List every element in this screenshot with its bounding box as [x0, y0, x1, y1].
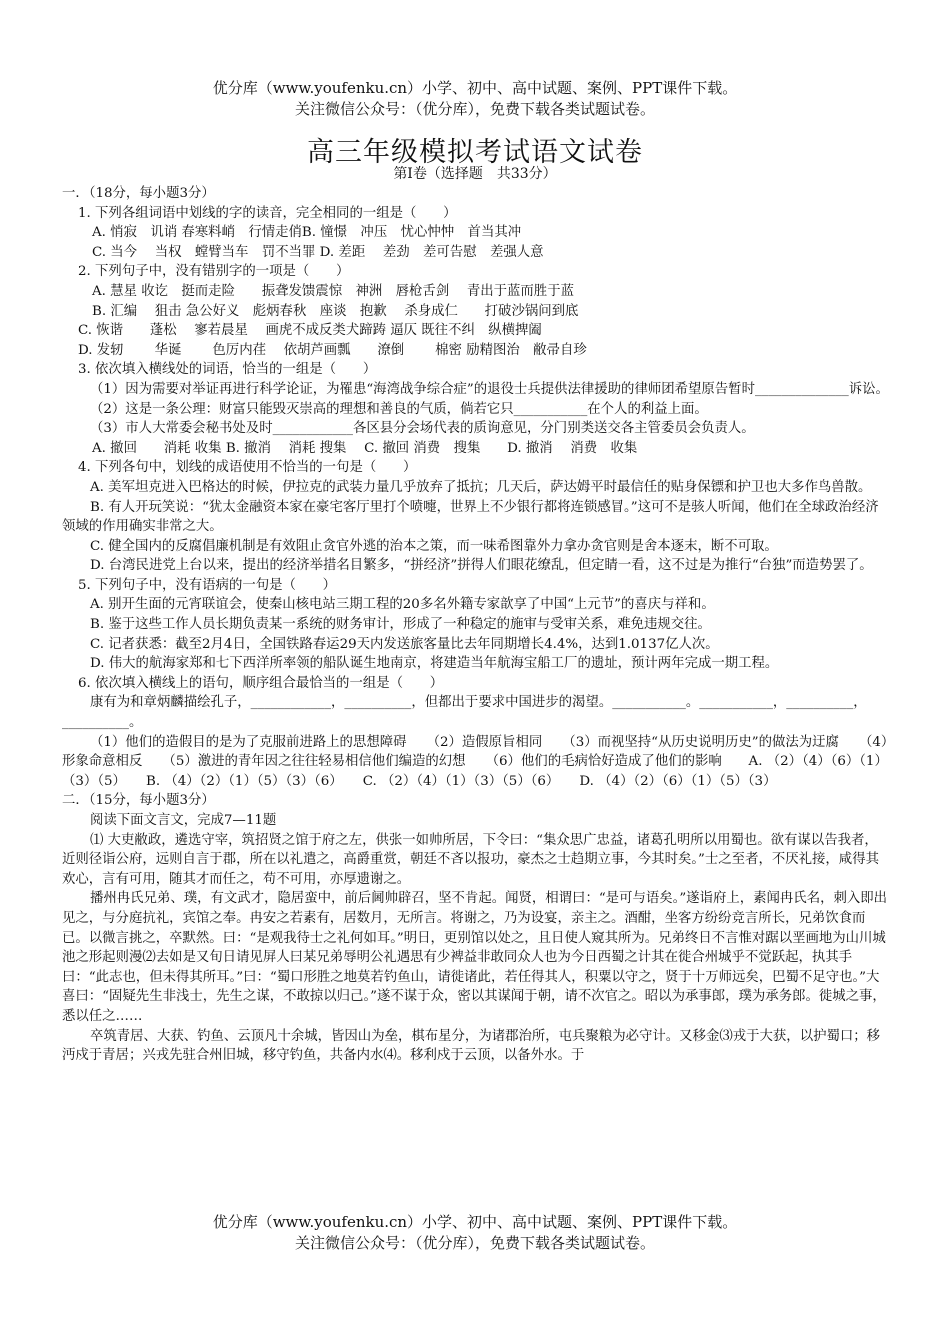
q4-option-b: B. 有人开玩笑说：“犹太金融资本家在豪宅客厅里打个喷嚏，世界上不少银行都将连锁感冒。”这可不是骇人听闻，他们在全球政治经济领域的作用确实非常之大。 [62, 499, 879, 535]
q1-options-cd: C. 当今 当权 螳臂当车 罚不当罪 D. 差距 差劲 差可告慰 差强人意 [92, 244, 544, 260]
classical-text-paragraph-1: ⑴ 大吏敝政，遴选守宰，筑招贤之馆于府之左，供张一如帅所居，下令曰：“集众思广忠益，诸葛孔明所以用蜀也。欲有谋以告我者，近则径诣公府，远则自言于郡，所在以礼遣之，高爵重赏，朝廷不吝以报功，豪杰之士趋期立事，今其时矣。”士之至者，不厌礼接，咸得其欢心，言有可用，随其才而任之，苟不可用，亦厚遗谢之。 [62, 832, 879, 887]
q2-option-b: B. 汇编 狙击 急公好义 彪炳春秋 座谈 抱歉 杀身成仁 打破沙锅问到底 [92, 303, 579, 319]
question-3: 3. 依次填入横线处的词语，恰当的一组是（ ） [78, 362, 377, 378]
question-6: 6. 依次填入横线上的语句，顺序组合最恰当的一组是（ ） [78, 675, 444, 691]
q3-options: A. 撤回 消耗 收集 B. 撤消 消耗 搜集 C. 撤回 消费 搜集 D. 撤消 消费 收集 [92, 440, 638, 456]
question-1: 1. 下列各组词语中划线的字的读音，完全相同的一组是（ ） [78, 205, 457, 221]
header-ad-line-2: 关注微信公众号：（优分库），免费下载各类试题试卷。 [294, 100, 655, 118]
header-ad-line-1: 优分库（www.youfenku.cn）小学、初中、高中试题、案例、PPT课件下载。 [212, 79, 738, 97]
exam-body [62, 184, 890, 1066]
classical-text-paragraph-3: 卒筑青居、大获、钓鱼、云顶凡十余城，皆因山为垒，棋布星分，为诸郡治所，屯兵聚粮为必守计。又移金⑶戎于大获，以护蜀口；移沔戍于青居；兴戎先驻合州旧城，移守钓鱼，共备内水⑷。移利戍于云顶，以备外水。于 [62, 1028, 881, 1064]
section-1-heading: 一．（18分，每小题3分） [62, 186, 215, 201]
q3-sentence-3: （3）市人大常委会秘书处及时____________各区县分会场代表的质询意见，分门别类送交各主管委员会负责人。 [90, 421, 755, 437]
q5-option-a: A. 别开生面的元宵联谊会，使秦山核电站三期工程的20多名外籍专家歆享了中国“上元节”的喜庆与祥和。 [90, 597, 715, 613]
q2-option-c: C. 恢谐 蓬松 寥若晨星 画虎不成反类犬蹄踌 逼仄 既往不纠 纵横捭阖 [78, 323, 542, 339]
q4-option-d: D. 台湾民进党上台以来，提出的经济举措名目繁多，“拼经济”拼得人们眼花缭乱，但定睛一看，这不过是为推行“台独”而造势罢了。 [90, 558, 873, 574]
section-2-heading: 二．（15分，每小题3分） [62, 793, 215, 809]
q6-items-and-options: （1）他们的造假目的是为了克服前进路上的思想障碍 （2）造假原旨相同 （3）而视坚持“从历史说明历史”的做法为迂腐 （4）形象命意相反 （5）激进的青年因之往往轻易相信他们编造的幻想 （6）他们的毛病恰好造成了他们的影响 A. （2）（4）（6）（1）（3）（5） B. （4）（2）（1）（5）（3）（6） C. （2）（4）（1）（3）（5）（6） D. （4）（2）（6）（1）（5）（3） [62, 734, 888, 789]
question-5: 5. 下列句子中，没有语病的一句是（ ） [78, 577, 337, 593]
q5-option-c: C. 记者获悉：截至2月4日，全国铁路春运29天内发送旅客量比去年同期增长4.4%，达到1.0137亿人次。 [90, 636, 719, 652]
q5-option-b: B. 鉴于这些工作人员长期负责某一系统的财务审计，形成了一种稳定的施审与受审关系，难免违规交往。 [90, 617, 711, 633]
question-4: 4. 下列各句中，划线的成语使用不恰当的一句是（ ） [78, 460, 417, 476]
footer-ad-line-1: 优分库（www.youfenku.cn）小学、初中、高中试题、案例、PPT课件下载。 [212, 1213, 738, 1231]
q4-option-a: A. 美军坦克进入巴格达的时候，伊拉克的武装力量几乎放弃了抵抗；几天后，萨达姆平时最信任的贴身保镖和护卫也大多作鸟兽散。 [90, 479, 872, 495]
q1-options-ab: A. 悄寂 讥诮 春寒料峭 行情走俏B. 憧憬 冲压 忧心忡忡 首当其冲 [92, 225, 522, 241]
question-2: 2. 下列句子中，没有错别字的一项是（ ） [78, 264, 350, 280]
classical-text-paragraph-2: 播州冉氏兄弟、璞，有文武才，隐居蛮中，前后阃帅辟召，坚不肯起。闻贤，相谓曰：“是可与语矣。”遂诣府上，素闻冉氏名，刺入即出见之，与分庭抗礼，宾馆之奉。冉安之若素有，居数月，无所言。将谢之，乃为设宴，亲主之。酒酣，坐客方纷纷竞言所长，兄弟饮食而已。以微言挑之，卒默然。曰：“是观我待士之礼何如耳。”明日，更别馆以处之，且日使人窥其所为。兄弟终日不言惟对踞以垩画地为山川城池之形起则漫⑵去如是又旬日请见屏人曰某兄弟辱明公礼遇思有少裨益非敢同众人也为今日西蜀之计其在徙合州城乎不觉跃起，执其手曰：“此志也，但未得其所耳。”曰：“蜀口形胜之地莫若钓鱼山，请徙诸此，若任得其人，积粟以守之，贤于十万师远矣，巴蜀不足守也。”大喜曰：“固疑先生非浅士，先生之谋，不敢掠以归己。”遂不谋于众，密以其谋闻于朝，请不次官之。昭以为承事郎，璞为承务郎。徙城之事，悉以任之…… [62, 891, 888, 1024]
q3-sentence-2: （2）这是一条公理：财富只能毁灭崇高的理想和善良的气质，倘若它只___________在个人的利益上面。 [90, 401, 708, 417]
exam-title: 高三年级模拟考试语文试卷 [307, 137, 643, 168]
q3-sentence-1: （1）因为需要对举证再进行科学论证，为罹患“海湾战争综合症”的退役士兵提供法律援助的律师团希望原告暂时______________诉讼。 [90, 381, 889, 397]
q4-option-c: C. 健全国内的反腐倡廉机制是有效阻止贪官外逃的治本之策，而一味希图靠外力拿办贪官则是舍本逐末，断不可取。 [90, 538, 778, 554]
q2-option-a: A. 慧星 收讫 挺而走险 振聋发馈震惊 神洲 唇枪舌剑 青出于蓝而胜于蓝 [92, 283, 574, 299]
q5-option-d: D. 伟大的航海家郑和七下西洋所率领的船队诞生地南京，将建造当年航海宝船工厂的遗址，预计两年完成一期工程。 [90, 656, 779, 672]
q6-passage: 康有为和章炳麟描绘孔子，____________，__________，但都出于要求中国进步的渴望。___________。___________，__________，__________。 [62, 695, 867, 731]
reading-instruction: 阅读下面文言文，完成7—11题 [90, 813, 277, 828]
q2-option-d: D. 发轫 华诞 色厉内荏 依胡芦画瓢 潦倒 棉密 励精图治 敝帚自珍 [78, 342, 587, 358]
footer-ad-line-2: 关注微信公众号：（优分库），免费下载各类试题试卷。 [294, 1234, 655, 1252]
exam-subtitle: 第Ⅰ卷（选择题 共33分） [393, 166, 557, 182]
